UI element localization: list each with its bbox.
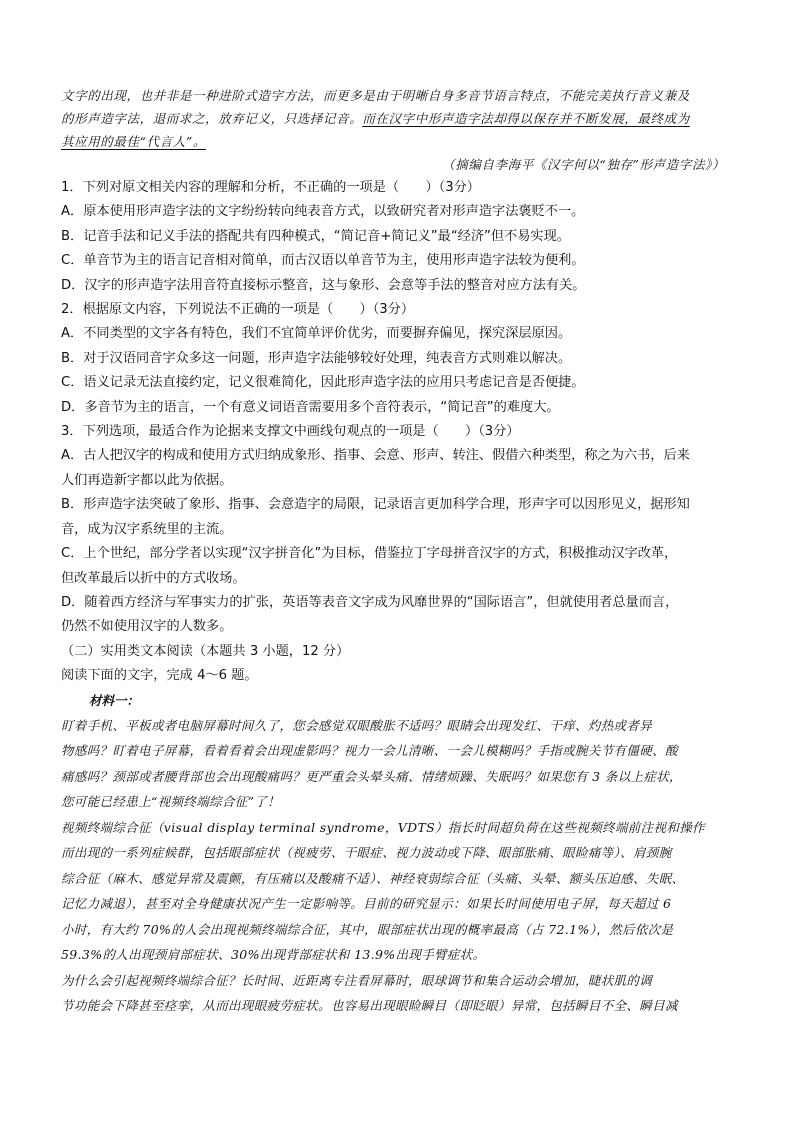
question-2-option-c: C．语义记录无法直接约定，记义很难简化，因此形声造字法的应用只考虑记音是否便捷。	[61, 375, 585, 391]
document-page	[61, 84, 733, 1019]
question-3-option-c-line-2: 但改革最后以折中的方式收场。	[61, 570, 246, 586]
paragraph-line: 节功能会下降甚至痉挛，从而出现眼疲劳症状。也容易出现眼睑瞬目（即眨眼）异常，包括瞬目不全、瞬目减	[61, 998, 678, 1014]
question-2-option-d: D．多音节为主的语言，一个有意义词语音需要用多个音符表示，“简记音”的难度大。	[61, 399, 560, 415]
material-paragraph-1	[61, 713, 733, 815]
underlined-sentence-part-1: 而在汉字中形声造字法却得以保存并不断发展，最终成为	[362, 111, 690, 126]
paragraph-line: 59.3%的人出现颈肩部症状、30%出现背部症状和 13.9%出现手臂症状。	[61, 947, 486, 963]
section-2	[61, 640, 733, 1019]
question-1	[61, 176, 733, 298]
paragraph-line: 记忆力减退），甚至对全身健康状况产生一定影响等。目前的研究显示：如果长时间使用电子屏，每天超过 6	[61, 896, 672, 912]
paragraph-line: 视频终端综合征（visual display terminal syndrome，VDTS）指长时间超负荷在这些视频终端前注视和操作	[61, 819, 705, 835]
question-3-option-a-line-1: A．古人把汉字的构成和使用方式归纳成象形、指事、会意、形声、转注、假借六种类型，称之为六书，后来	[61, 448, 690, 464]
question-1-option-c: C．单音节为主的语言记音相对简单，而古汉语以单音节为主，使用形声造字法较为便利。	[61, 253, 585, 269]
question-1-option-a: A．原本使用形声造字法的文字纷纷转向纯表音方式，以致研究者对形声造字法褒贬不一。	[61, 204, 585, 220]
passage-source: （摘编自李海平《汉字何以“独存”形声造字法》）	[442, 157, 725, 172]
question-2-option-a: A．不同类型的文字各有特色，我们不宜简单评价优劣，而要摒弃偏见，探究深层原因。	[61, 326, 572, 342]
passage-line-2	[61, 107, 733, 130]
material-paragraph-3	[61, 968, 733, 1019]
paragraph-line: 您可能已经患上“视频终端综合征”了！	[61, 794, 281, 810]
question-3-option-b-line-2: 音，成为汉字系统里的主流。	[61, 521, 233, 537]
question-2-stem: 2．根据原文内容，下列说法不正确的一项是（ ）（3分）	[61, 302, 415, 318]
question-2	[61, 298, 733, 420]
question-3-option-b-line-1: B．形声造字法突破了象形、指事、会意造字的局限，记录语言更加科学合理，形声字可以因形见义，据形知	[61, 497, 690, 513]
paragraph-line: 盯着手机、平板或者电脑屏幕时间久了，您会感觉双眼酸胀不适吗？眼睛会出现发红、干痒、灼热或者异	[61, 717, 653, 733]
paragraph-line: 痛感吗？颈部或者腰背部也会出现酸痛吗？更严重会头晕头痛、情绪烦躁、失眠吗？如果您有 3 条以上症状，	[61, 768, 682, 784]
paragraph-line: 而出现的一系列症候群，包括眼部症状（视疲劳、干眼症、视力波动或下降、眼部胀痛、眼睑痛等）、肩颈腕	[61, 845, 672, 861]
section-2-title: （二）实用类文本阅读（本题共 3 小题，12 分）	[61, 643, 350, 659]
question-3-option-c-line-1: C．上个世纪，部分学者以实现“汉字拼音化”为目标，借鉴拉丁字母拼音汉字的方式，积极推动汉字改革，	[61, 546, 678, 562]
question-1-stem: 1．下列对原文相关内容的理解和分析，不正确的一项是（ ）（3分）	[61, 180, 480, 195]
question-3	[61, 420, 733, 640]
passage-line-1: 文字的出现，也并非是一种进阶式造字方法，而更多是由于明晰自身多音节语言特点，不能完美执行音义兼及	[61, 88, 690, 103]
question-3-option-d-line-1: D．随着西方经济与军事实力的扩张，英语等表音文字成为风靡世界的“国际语言”，但就使用者总量而言，	[61, 594, 679, 610]
question-1-option-b: B．记音手法和记义手法的搭配共有四种模式，“简记音+简记义”最“经济”但不易实现。	[61, 228, 570, 244]
passage-line-3	[61, 130, 733, 153]
material-paragraph-2	[61, 815, 733, 968]
passage-line-2-plain: 的形声造字法，退而求之，放弃记义，只选择记音。	[61, 111, 363, 126]
paragraph-line: 为什么会引起视频终端综合征？长时间、近距离专注看屏幕时，眼球调节和集合运动会增加，睫状肌的调	[61, 972, 653, 988]
question-2-option-b: B．对于汉语同音字众多这一问题，形声造字法能够较好处理，纯表音方式则难以解决。	[61, 350, 572, 366]
paragraph-line: 物感吗？盯着电子屏幕，看着看着会出现虚影吗？视力一会儿清晰、一会儿模糊吗？手指或腕关节有僵硬、酸	[61, 743, 678, 759]
question-3-stem: 3．下列选项，最适合作为论据来支撑文中画线句观点的一项是（ ）（3分）	[61, 424, 520, 440]
question-3-option-a-line-2: 人们再造新字都以此为依据。	[61, 472, 233, 488]
underlined-sentence-part-2: 其应用的最佳“代言人”。	[61, 134, 206, 149]
paragraph-line: 综合征（麻木、感觉异常及震颤，有压痛以及酸痛不适）、神经衰弱综合征（头痛、头晕、额头压迫感、失眠、	[61, 870, 685, 886]
paragraph-line: 小时，有大约 70%的人会出现视频终端综合征，其中，眼部症状出现的概率最高（占 72.1%），然后依次是	[61, 921, 674, 937]
material-1-label: 材料一：	[89, 692, 140, 708]
passage-continuation	[61, 84, 733, 176]
question-3-option-d-line-2: 仍然不如使用汉字的人数多。	[61, 619, 233, 635]
question-1-option-d: D．汉字的形声造字法用音符直接标示整音，这与象形、会意等手法的整音对应方法有关。	[61, 277, 586, 293]
section-2-instruction: 阅读下面的文字，完成 4～6 题。	[61, 667, 258, 683]
